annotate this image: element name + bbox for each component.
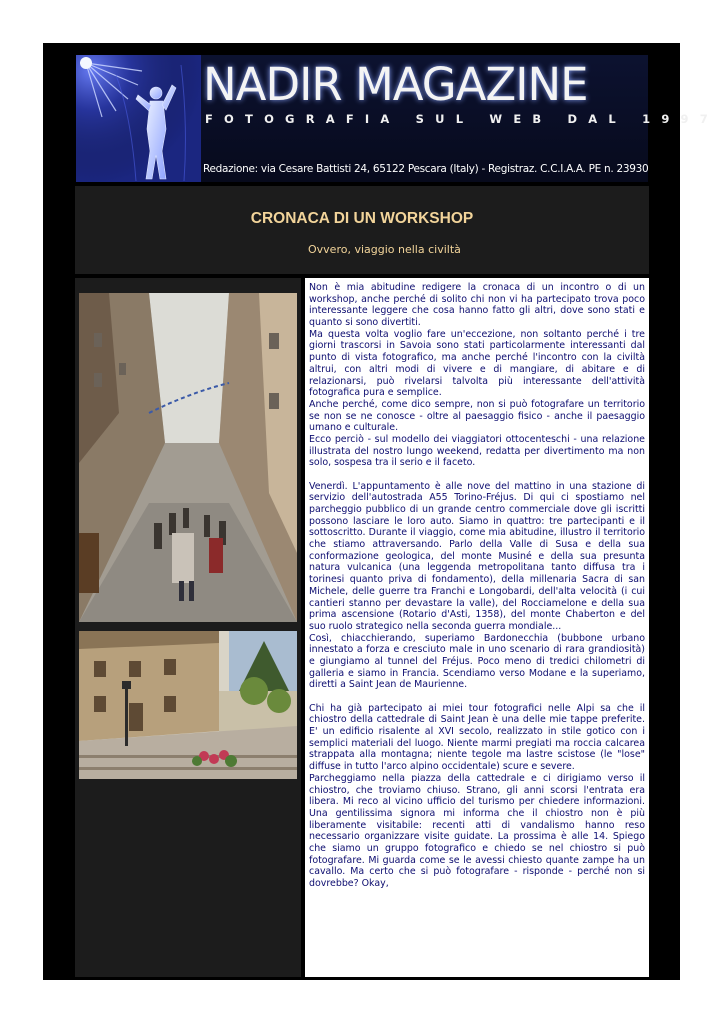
street-photo[interactable]	[79, 293, 297, 622]
article-paragraph: Chi ha già partecipato ai miei tour fotografici nelle Alpi sa che il chiostro della cattedrale di Saint Jean è una delle mie tappe preferite. E' un edificio risalente al XVI secolo, realizzato in stile gotico con i semplici materiali del luogo. Niente marmi pregiati ma roccia calcarea strappata alla montagna; niente tegole ma lastre scistose (le "lose" diffuse in tutto l'arco alpino occidentale) scure e severe.	[309, 702, 645, 773]
article-subtitle: Ovvero, viaggio nella civiltà	[308, 243, 461, 256]
article-paragraph: Parcheggiamo nella piazza della cattedrale e ci dirigiamo verso il chiostro, che troviamo chiuso. Strano, gli anni scorsi l'entrata era libera. Mi reco al vicino ufficio del turismo per chiedere informazioni. Una gentilissima signora mi informa che il chiostro non è più liberamente visitabile: recenti atti di vandalismo hanno reso necessario organizzare visite guidate. La prossima è alle 14. Spiego che siamo un gruppo fotografico e chiedo se nel chiostro si può fotografare. Mi guarda come se le avessi chiesto quante zampe ha un cavallo. Ma certo che si può fotografare - risponde - perché non si dovrebbe? Okay,	[309, 772, 645, 890]
masthead-address: Redazione: via Cesare Battisti 24, 65122 Pescara (Italy) - Registraz. C.C.I.A.A. PE n. 23930	[203, 163, 649, 175]
masthead-tagline: FOTOGRAFIA SUL WEB DAL 1997	[205, 112, 719, 126]
article-body	[309, 282, 645, 890]
article-title: CRONACA DI UN WORKSHOP	[250, 210, 474, 227]
article-header	[75, 186, 649, 274]
page-frame	[43, 43, 719, 980]
article-paragraph: Venerdì. L'appuntamento è alle nove del mattino in una stazione di servizio dell'autostrada A55 Torino-Fréjus. Di qui ci spostiamo nel parcheggio pubblico di un grande centro commerciale dove gli iscritti possono lasciare le loro auto. Siamo in quattro: tre partecipanti e il sottoscritto. Durante il viaggio, come mia abitudine, illustro il territorio che stiamo attraversando. Parlo della Valle di Susa e della sua conformazione geologica, del monte Musiné e della sua presunta natura vulcanica (una leggenda metropolitana tanto diffusa tra i torinesi quanto priva di fondamento), della millenaria Sacra di san Michele, delle guerre tra Franchi e Longobardi, dell'alta velocità (i cui cantieri stanno per devastare la valle), del Rocciamelone e della sua prima ascensione (Rotario d'Asti, 1358), del monte Chaberton e del suo ruolo strategico nella seconda guerra mondiale...	[309, 480, 645, 632]
article-paragraph: Ma questa volta voglio fare un'eccezione, non soltanto perché i tre giorni trascorsi in Savoia sono stati particolarmente interessanti dal punto di vista fotografico, ma anche perché l'incontro con la civiltà altrui, con altri modi di vivere e di mangiare, di abitare e di relazionarsi, può rivelarsi talvolta più interessante dell'attività fotografica pura e semplice.	[309, 328, 645, 399]
article-panel	[305, 278, 649, 977]
masthead-title: NADIR MAGAZINE	[203, 58, 588, 111]
masthead-banner[interactable]	[76, 55, 719, 182]
article-paragraph: Ecco perciò - sul modello dei viaggiatori ottocenteschi - una relazione illustrata del nostro lungo weekend, redatta per divertimento ma non solo, sospesa tra il serio e il faceto.	[309, 433, 645, 469]
article-paragraph: Non è mia abitudine redigere la cronaca di un incontro o di un workshop, anche perché di solito chi non vi ha partecipato trova poco interessante leggere che cosa hanno fatto gli altri, dove sono stati e quanto si sono divertiti.	[309, 282, 645, 329]
article-paragraph: Anche perché, come dico sempre, non si può fotografare un territorio se non se ne conosce - oltre al paesaggio fisico - anche il paesaggio umano e culturale.	[309, 398, 645, 434]
photo-column	[75, 278, 301, 977]
square-photo[interactable]	[79, 631, 297, 779]
paragraph-spacer	[309, 691, 645, 703]
paragraph-spacer	[309, 469, 645, 481]
article-paragraph: Così, chiacchierando, superiamo Bardonecchia (bubbone urbano innestato a forza e cresciuto male in uno scenario di rara grandiosità) e giungiamo al tunnel del Fréjus. Poco meno di tredici chilometri di galleria e siamo in Francia. Scendiamo verso Modane e la superiamo, diretti a Saint Jean de Maurienne.	[309, 632, 645, 691]
